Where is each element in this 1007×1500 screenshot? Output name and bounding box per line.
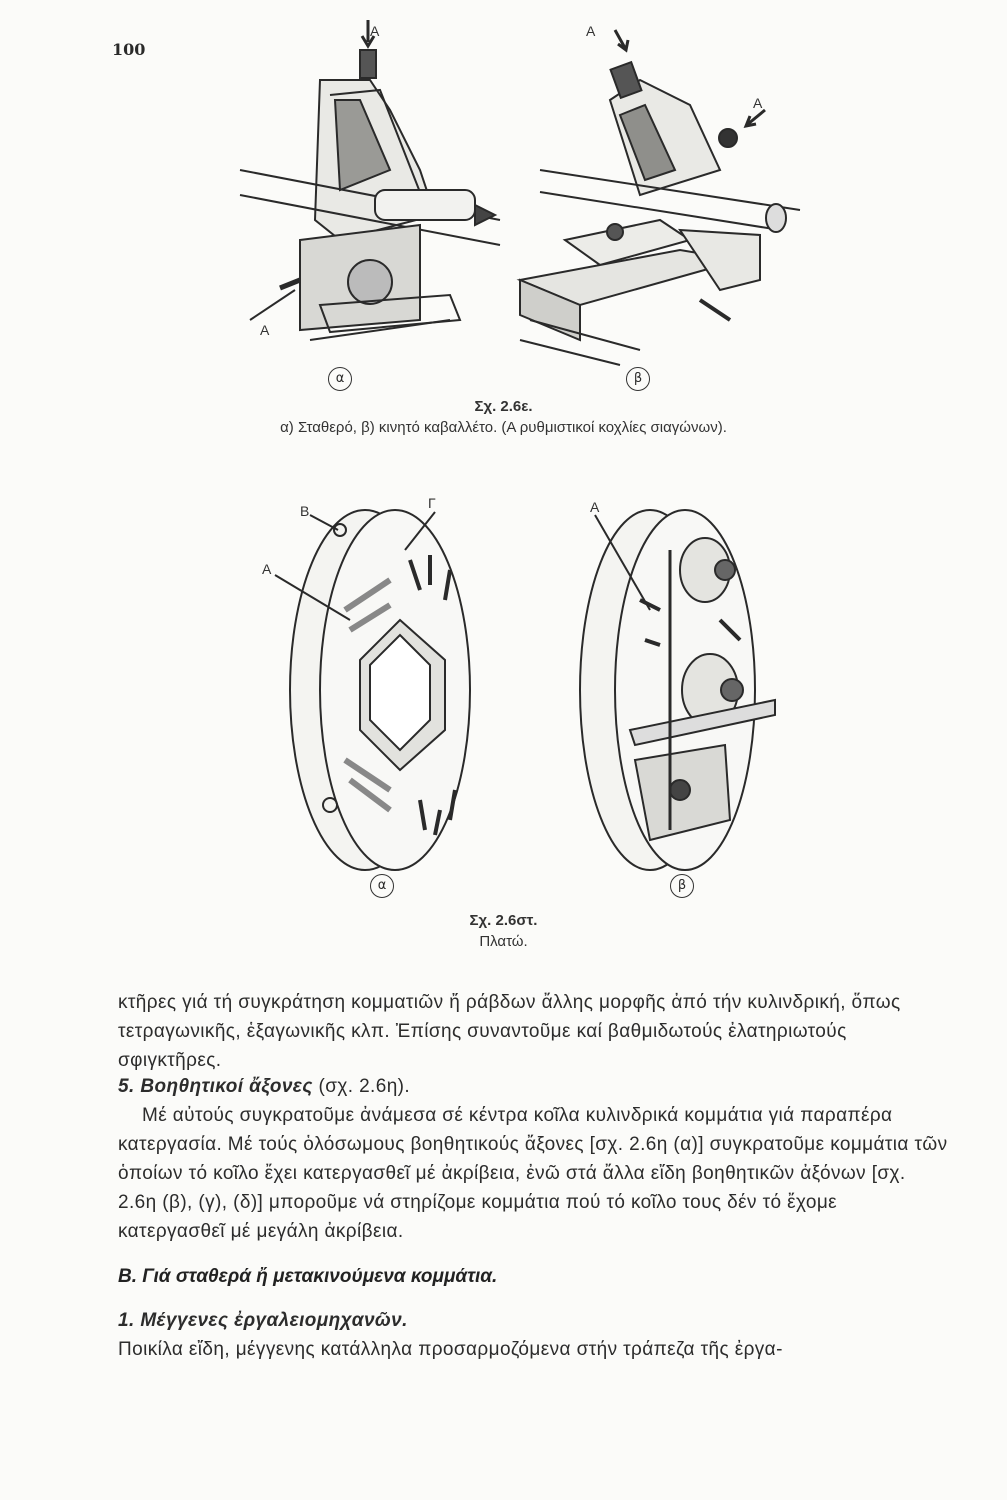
section-5: [118, 1072, 948, 1246]
figure-1-number: Σχ. 2.6ε.: [474, 398, 533, 415]
figure-2-number: Σχ. 2.6στ.: [469, 912, 538, 929]
section-5-title: 5. Βοηθητικοί ἄξονες: [118, 1076, 313, 1097]
figure-1-caption: [0, 398, 1007, 436]
label-a-top-left: Α: [370, 23, 380, 39]
section-5-text: Μέ αὐτούς συγκρατοῦμε ἀνάμεσα σέ κέντρα κοῖλα κυλινδρικά κομμάτια γιά παραπέρα κατεργασία. Μέ τούς ὁλόσωμους βοηθητικούς ἄξονες [σχ. 2.6η (α)] συγκρατοῦμε κομμάτια τῶν ὁποίων τό κοῖλο ἔχει κατεργασθεῖ μέ ἀκρίβεια, ἐνῶ στά ἄλλα εἴδη βοηθητικῶν ἀξόνων [σχ. 2.6η (β), (γ), (δ)] μποροῦμε νά στηρίζομε κομμάτια πού τό κοῖλο τους δέν τό ἔχομε κατεργασθεῖ μέ μεγάλη ἀκρίβεια.: [118, 1105, 948, 1242]
section-1-title: 1. Μέγγενες ἐργαλειομηχανῶν.: [118, 1310, 408, 1331]
figure-1-description: α) Σταθερό, β) κινητό καβαλλέτο. (Α ρυθμιστικοί κοχλίες σιαγώνων).: [280, 419, 727, 436]
label-a-side-right: Α: [753, 95, 763, 111]
section-5-ref: (σχ. 2.6η).: [312, 1076, 411, 1097]
intro-paragraph: [118, 988, 948, 1075]
label-a-right: Α: [590, 499, 600, 515]
steady-rest-drawing: [220, 20, 820, 380]
figure-faceplates: [250, 490, 810, 890]
label-b: Β: [300, 503, 310, 519]
intro-text: κτῆρες γιά τή συγκράτηση κομματιῶν ἤ ράβδων ἄλλης μορφῆς ἀπό τήν κυλινδρική, ὅπως τετραγωνικῆς, ἑξαγωνικῆς κλπ. Ἐπίσης συναντοῦμε καί βαθμιδωτούς ἐλατηριωτούς σφιγκτῆρες.: [118, 992, 901, 1071]
figure-steady-rests: [220, 20, 820, 380]
figure-2-description: Πλατώ.: [479, 933, 528, 950]
section-1-text: Ποικίλα εἴδη, μέγγενης κατάλληλα προσαρμοζόμενα στήν τράπεζα τῆς ἐργα-: [118, 1339, 783, 1360]
faceplate-drawing: [250, 490, 810, 890]
panel-label-alpha-2: α: [370, 874, 394, 898]
panel-label-alpha-1: α: [328, 367, 352, 391]
panel-label-beta-2: β: [670, 874, 694, 898]
panel-label-beta-1: β: [626, 367, 650, 391]
label-g: Γ: [428, 495, 436, 511]
section-5-title-line: [118, 1072, 948, 1101]
label-a-left: Α: [262, 561, 272, 577]
section-1: [118, 1306, 948, 1364]
page-number: 100: [112, 40, 146, 59]
figure-2-caption: [0, 912, 1007, 950]
label-a-top-right: Α: [586, 23, 596, 39]
section-b-title: Β. Γιά σταθερά ἤ μετακινούμενα κομμάτια.: [118, 1266, 498, 1287]
label-a-bottom-left: Α: [260, 322, 270, 338]
